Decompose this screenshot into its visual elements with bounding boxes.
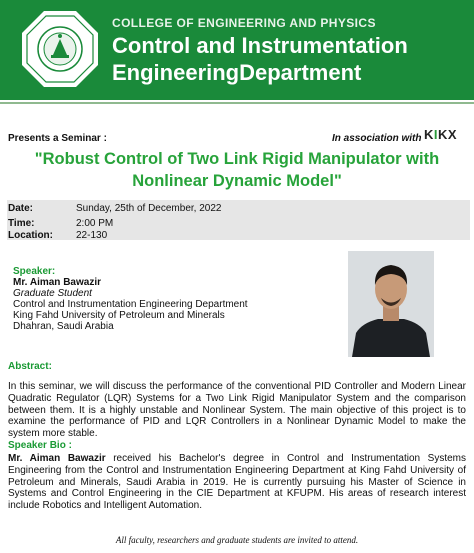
- department-title-line1: Control and Instrumentation: [112, 33, 408, 58]
- abstract-text: In this seminar, we will discuss the performance of the conventional PID Controller and Modern Linear Quadratic Regulator (LQR) Systems for a Two Link Rigid Manipulator System and the comparison between them. It is a highly unstable and Nonlinear System. The main objective of this project is to examine the performance of PID and LQR Controllers in a Nonlinear Dynamic Model to make the system more stable.: [8, 381, 466, 440]
- university-seal-logo: [20, 9, 100, 89]
- college-name: COLLEGE OF ENGINEERING AND PHYSICS: [112, 16, 376, 30]
- association-label: In association with: [332, 133, 422, 144]
- invitation-footer: All faculty, researchers and graduate students are invited to attend.: [115, 535, 359, 545]
- location-label: Location:: [8, 230, 53, 241]
- speaker-heading: Speaker:: [13, 266, 56, 277]
- speaker-role: Graduate Student: [13, 288, 92, 299]
- department-title-line2: EngineeringDepartment: [112, 60, 362, 85]
- bio-text: received his Bachelor's degree in Control and Instrumentation Systems Engineering from the Control and Instrumentation Engineering Department at King Fahd University of Petroleum and Minerals, Saudi Arabia in 2019. He is currently pursuing his Master of Science in Systems and Control Engineering in the CIE Department at KFUPM. His areas of research interest include Robotics and Intelligent Automation.: [8, 453, 466, 512]
- speaker-university: King Fahd University of Petroleum and Minerals: [13, 310, 225, 321]
- speaker-department: Control and Instrumentation Engineering Department: [13, 299, 248, 310]
- time-label: Time:: [8, 218, 35, 229]
- time-value: 2:00 PM: [76, 218, 114, 229]
- bio-name: Mr. Aiman Bawazir: [8, 453, 106, 464]
- speaker-photo: [348, 251, 434, 357]
- date-label: Date:: [8, 203, 34, 214]
- location-value: 22-130: [76, 230, 108, 241]
- date-value: Sunday, 25th of December, 2022: [76, 203, 222, 214]
- partner-logo: KIKX: [424, 127, 458, 142]
- abstract-heading: Abstract:: [8, 361, 52, 372]
- header-divider: [0, 102, 474, 104]
- bio-paragraph: [8, 453, 466, 512]
- bio-heading: Speaker Bio :: [8, 440, 72, 451]
- speaker-city: Dhahran, Saudi Arabia: [13, 321, 114, 332]
- speaker-name: Mr. Aiman Bawazir: [13, 277, 101, 288]
- seminar-title: "Robust Control of Two Link Rigid Manipulator with Nonlinear Dynamic Model": [34, 150, 440, 190]
- presents-label: Presents a Seminar :: [8, 133, 107, 144]
